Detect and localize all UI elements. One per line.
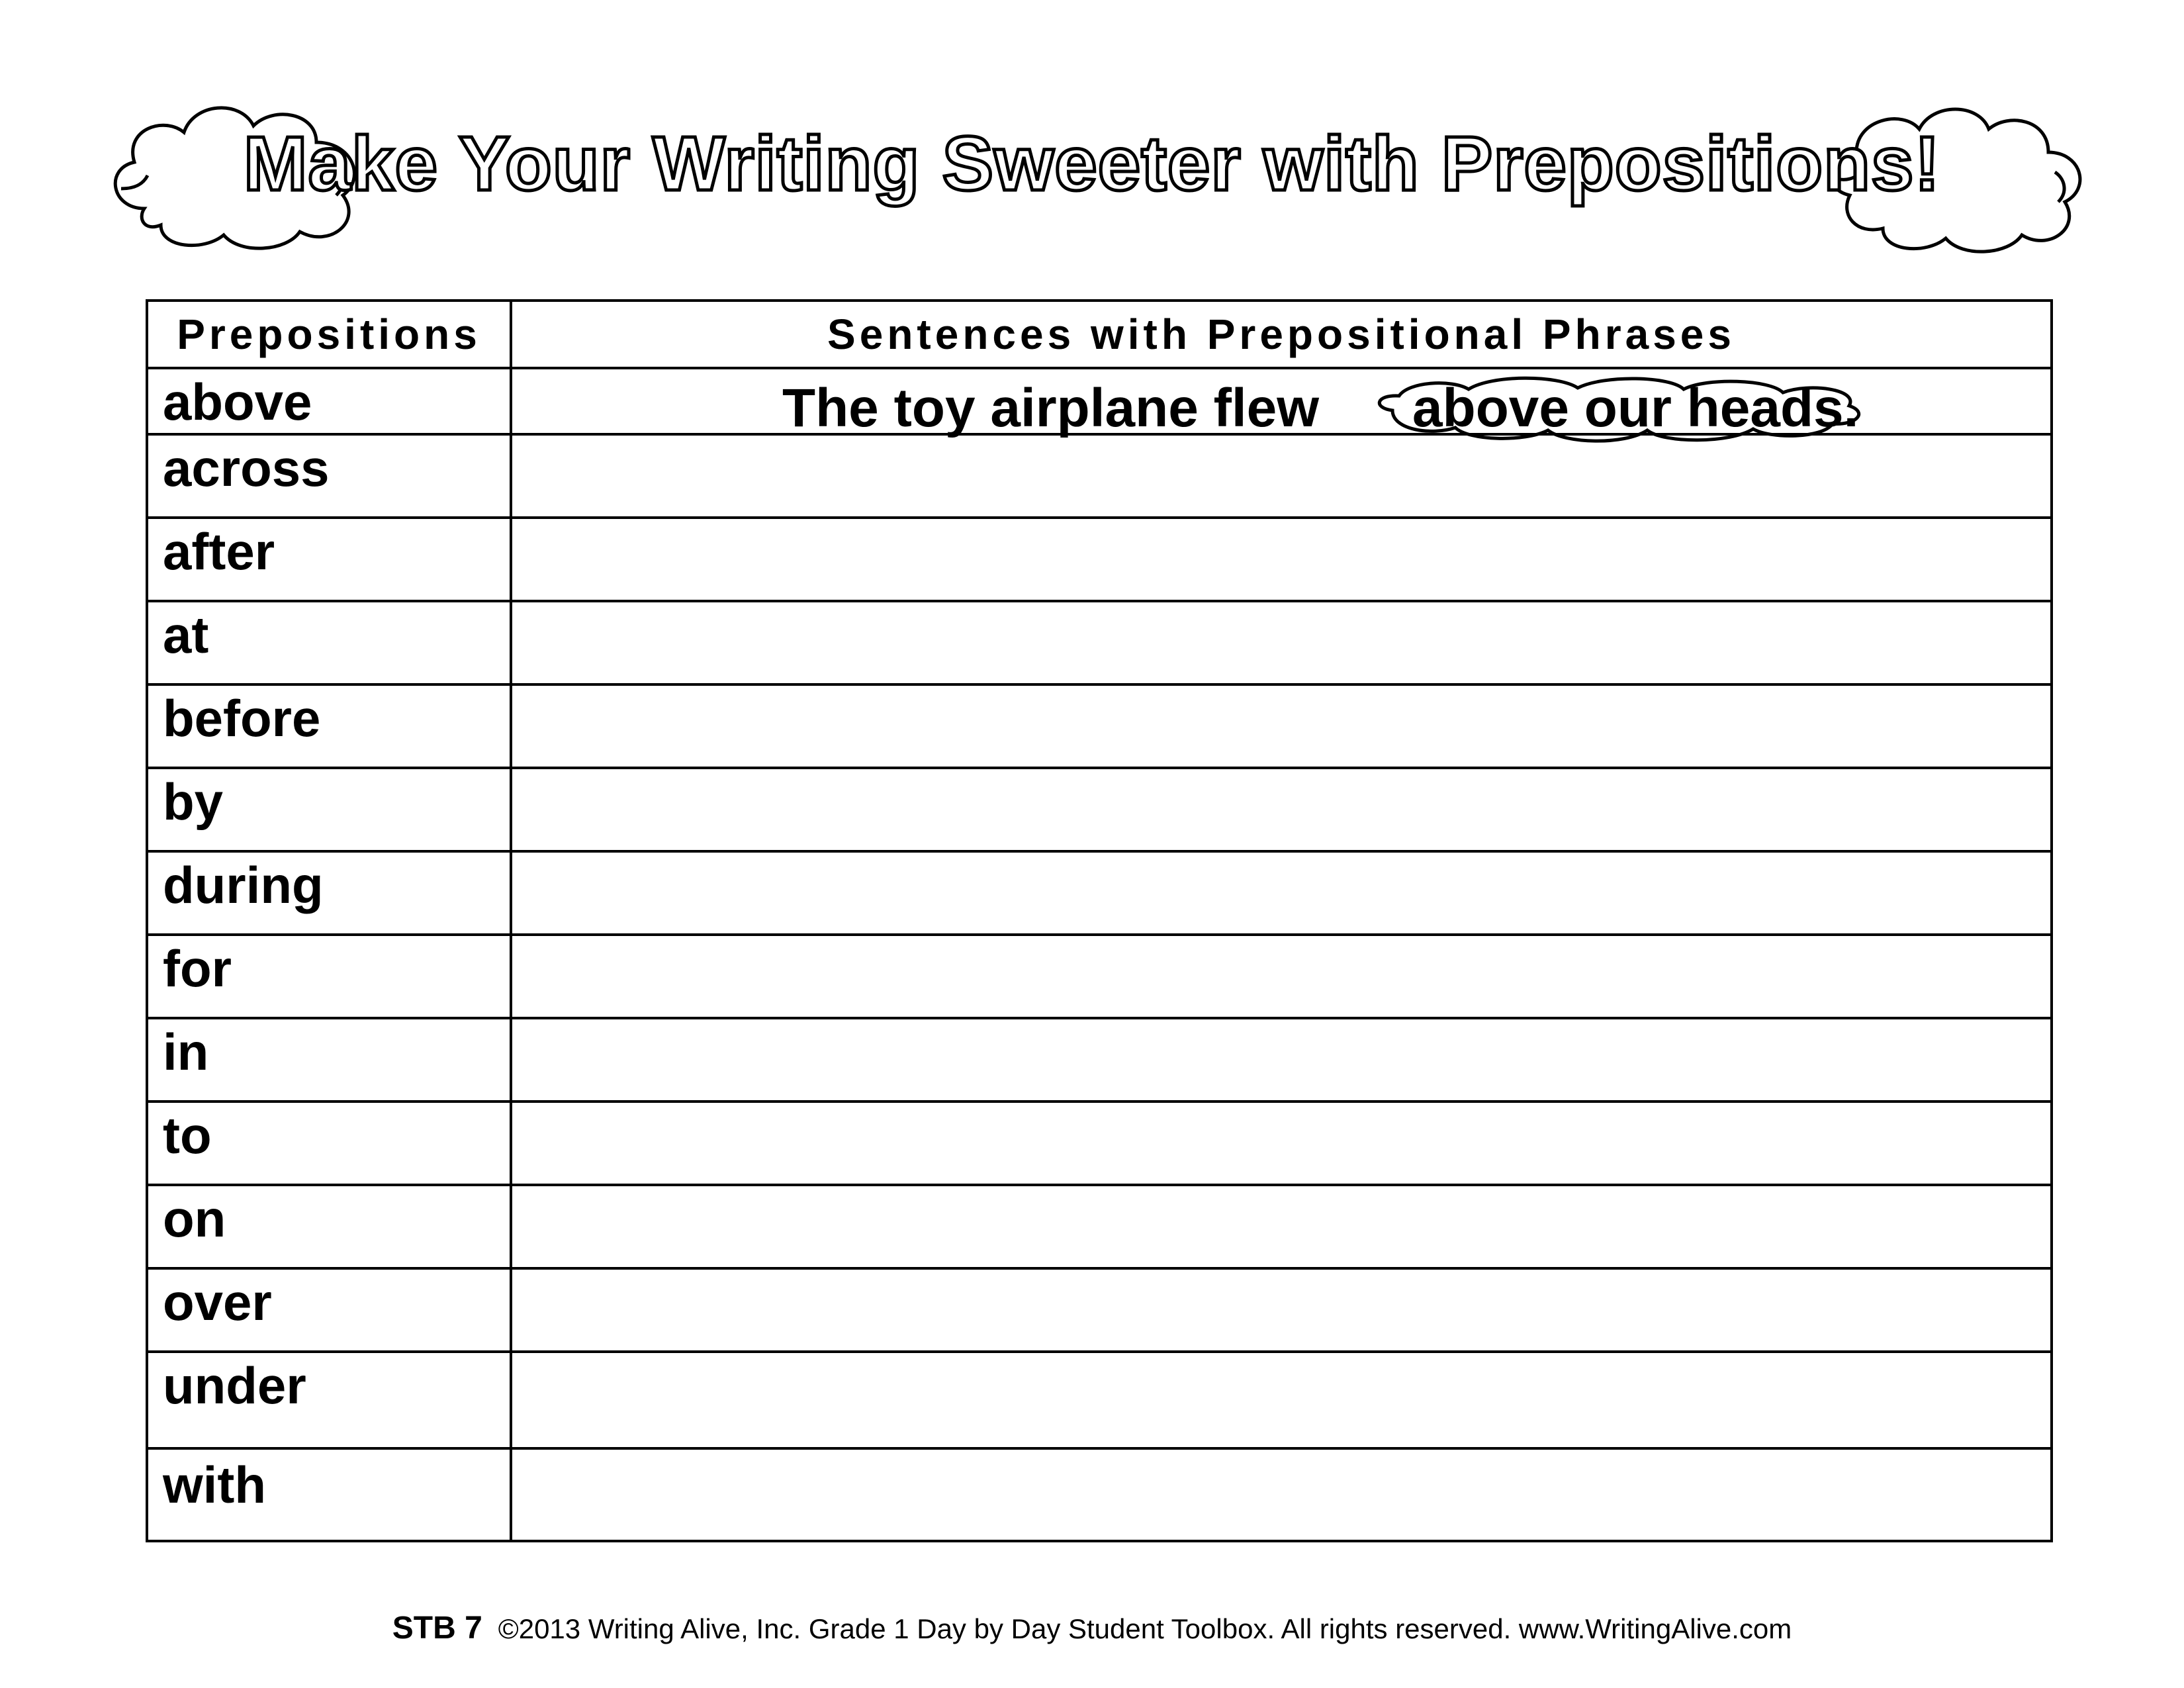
preposition-word: at [163, 606, 209, 664]
table-row [148, 516, 2050, 600]
table-row [148, 933, 2050, 1017]
footer [0, 1610, 2184, 1646]
header-prepositions: Prepositions [177, 310, 481, 358]
preposition-word: before [163, 689, 321, 747]
table-row [148, 767, 2050, 850]
table-row [148, 367, 2050, 438]
table-row [148, 1017, 2050, 1100]
page-title: Make Your Writing Sweeter with Prepositions! [243, 120, 1941, 207]
preposition-word: during [163, 856, 324, 914]
preposition-word: by [163, 773, 224, 831]
table-row [148, 850, 2050, 933]
table-row [148, 600, 2050, 683]
table-header-row [148, 302, 2050, 367]
table-row [148, 1447, 2050, 1542]
preposition-word: to [163, 1106, 212, 1164]
preposition-word: across [163, 439, 330, 497]
preposition-word: after [163, 522, 275, 581]
preposition-word: for [163, 939, 232, 998]
preposition-word: with [163, 1456, 266, 1514]
preposition-word: in [163, 1023, 209, 1081]
example-sentence: The toy airplane flew [782, 378, 1320, 438]
table-row [148, 683, 2050, 767]
table-row [148, 1184, 2050, 1267]
example-phrase: above our heads. [1412, 378, 1859, 438]
preposition-word: under [163, 1356, 306, 1415]
prepositions-table [146, 299, 2053, 1542]
preposition-word: on [163, 1190, 226, 1248]
table-row [148, 1267, 2050, 1350]
footer-copyright: ©2013 Writing Alive, Inc. Grade 1 Day by Day Student Toolbox. All rights reserved. www.WritingAlive.com [498, 1613, 1792, 1644]
preposition-word: above [163, 373, 312, 431]
table-row [148, 1350, 2050, 1447]
header-sentences: Sentences with Prepositional Phrases [827, 310, 1735, 358]
footer-code: STB 7 [392, 1611, 482, 1646]
preposition-word: over [163, 1273, 272, 1331]
table-row [148, 1100, 2050, 1184]
